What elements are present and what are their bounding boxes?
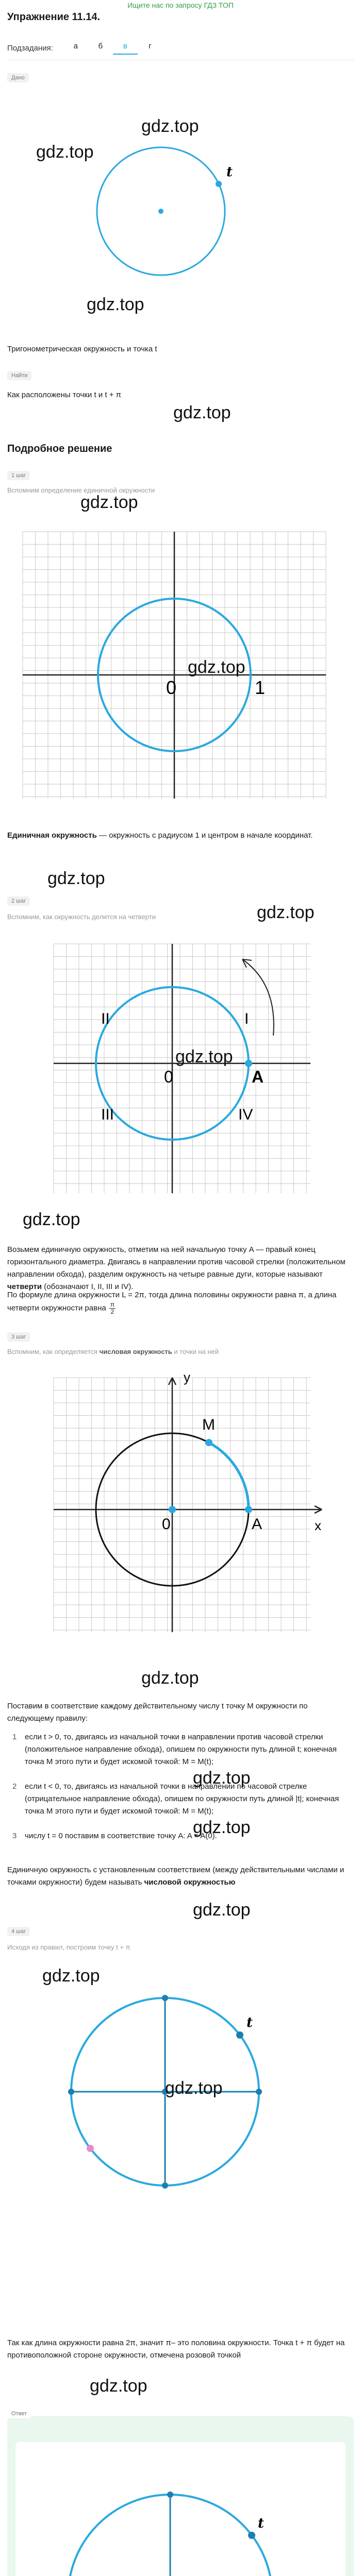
point-t xyxy=(236,2031,243,2039)
point-t xyxy=(248,2532,255,2539)
watermark: gdz.top xyxy=(23,1210,80,1229)
tab-b[interactable]: б xyxy=(98,41,103,50)
step1-badge: 1 шаг xyxy=(7,471,30,480)
question-text: Как расположены точки t и t + π xyxy=(7,391,121,399)
rule-text: числу t = 0 поставим в соответствие точку A: A = A(0). xyxy=(25,1832,217,1840)
answer-figure xyxy=(0,2442,361,2576)
step4-text: Так как длина окружности равна 2π, значит π– это половина окружности. Точка t + π будет на противоположной стороне окружности, отмечена розовой точкой xyxy=(7,2338,345,2360)
tab-v[interactable]: в xyxy=(113,42,138,55)
answer-badge: Ответ xyxy=(7,2409,31,2418)
watermark: gdz.top xyxy=(257,903,315,922)
bullet: 3 xyxy=(12,1832,17,1840)
point-right xyxy=(256,2089,262,2095)
watermark: gdz.top xyxy=(141,116,199,136)
prompt-end: и точки на ней xyxy=(172,1348,219,1355)
center-point xyxy=(158,209,163,214)
step1-figure xyxy=(0,520,361,809)
step4-prompt: Исходя из правил, построим точку t + π xyxy=(7,1943,130,1951)
point-bottom xyxy=(162,2182,168,2189)
subtask-tabs xyxy=(7,40,162,56)
find-badge: Найти xyxy=(7,371,31,380)
point-a xyxy=(245,1506,252,1513)
grid xyxy=(54,944,310,1193)
list-item xyxy=(7,1830,348,1851)
point-top xyxy=(167,2492,173,2498)
definition-rest: — окружность с радиусом 1 и центром в начале координат. xyxy=(96,831,313,840)
watermark: gdz.top xyxy=(36,142,94,162)
solution-title: Подробное решение xyxy=(7,443,112,454)
axis-y-label: y xyxy=(184,1369,190,1385)
term-number-circle: числовой окружностью xyxy=(144,1878,236,1887)
watermark: gdz.top xyxy=(175,1047,233,1066)
p2-text: По формуле длина окружности L = 2π, тогда длина половины окружности равна π, а длина четверти окружности равна xyxy=(7,1291,337,1313)
step1-prompt: Вспомним определение единичной окружности xyxy=(7,486,155,494)
numerator: π xyxy=(110,1301,115,1308)
quadrant-ii: II xyxy=(101,1010,110,1027)
watermark: gdz.top xyxy=(188,657,245,677)
label-t: t xyxy=(247,2015,253,2030)
watermark: gdz.top xyxy=(90,2376,147,2396)
grid xyxy=(54,1378,310,1632)
condition-figure xyxy=(0,82,361,299)
arc-t xyxy=(209,1443,249,1510)
rule-text: если t < 0, то, двигаясь из начальной точки в направлении по часовой стрелке (отрицательное направление обхода), опишем по окружности путь длиной |t|; конечная точка M этого пути и будет искомой точкой: M = M(t); xyxy=(25,1782,339,1816)
step2-prompt: Вспомним, как окружность делится на четверти xyxy=(7,913,156,921)
label-m: M xyxy=(202,1416,215,1433)
watermark: gdz.top xyxy=(87,295,144,314)
bullet: 2 xyxy=(12,1782,17,1791)
watermark: gdz.top xyxy=(42,1966,100,1986)
quadrant-iv: IV xyxy=(238,1106,253,1123)
condition-caption: Тригонометрическая окружность и точка t xyxy=(7,345,157,353)
step3-figure xyxy=(0,1360,361,1649)
step2-paragraph-2 xyxy=(7,1289,348,1315)
point-m xyxy=(205,1439,212,1446)
term-number-circle: числовая окружность xyxy=(99,1348,172,1355)
label-zero: 0 xyxy=(166,677,177,698)
watermark: gdz.top xyxy=(193,1900,251,1920)
term-quarters: четверти xyxy=(7,1282,42,1291)
list-item xyxy=(7,1781,348,1830)
list-item xyxy=(7,1731,348,1781)
watermark: gdz.top xyxy=(165,2078,223,2098)
step2-badge: 2 шаг xyxy=(7,896,30,906)
point-a xyxy=(245,1060,252,1067)
prompt-start: Вспомним, как определяется xyxy=(7,1348,100,1355)
point-t xyxy=(216,181,222,187)
step2-figure xyxy=(0,927,361,1216)
watermark: gdz.top xyxy=(173,403,231,422)
step3-prompt xyxy=(7,1348,219,1355)
step4-figure xyxy=(0,1958,361,2195)
label-t: t xyxy=(258,2516,265,2531)
rules-list xyxy=(7,1731,348,1851)
label-t: t xyxy=(226,164,233,180)
label-zero: 0 xyxy=(162,1516,171,1533)
rule-text: если t > 0, то, двигаясь из начальной точки в направлении против часовой стрелки (положительное направление обхода), опишем по окружности путь длиной t; конечная точка M этого пути и будет искомой точкой: M = M(t); xyxy=(25,1733,337,1766)
quadrant-iii: III xyxy=(101,1106,114,1123)
step3-outro xyxy=(7,1864,348,1889)
watermark: gdz.top xyxy=(80,493,138,512)
center-point xyxy=(169,1506,176,1513)
step4-badge: 4 шаг xyxy=(7,1927,30,1936)
top-search-link[interactable]: Ищите нас по запросу ГДЗ ТОП xyxy=(127,1,234,9)
label-a: A xyxy=(252,1516,262,1533)
term-unit-circle: Единичная окружность xyxy=(7,831,97,840)
outro-text: Единичную окружность с установленным соответствием (между действительными числами и точками окружности) будем называть xyxy=(7,1866,344,1887)
label-a: A xyxy=(252,1067,264,1086)
watermark: gdz.top xyxy=(47,869,105,888)
axis-x-label: x xyxy=(315,1518,321,1533)
subtabs-label: Подзадания: xyxy=(7,43,53,53)
point-t-plus-pi xyxy=(87,2145,94,2152)
fraction-pi-over-2 xyxy=(109,1301,116,1315)
quadrant-i: I xyxy=(244,1010,249,1027)
watermark: gdz.top xyxy=(141,1668,199,1688)
step3-intro: Поставим в соответствие каждому действительному числу t точку M окружности по следующему правилу: xyxy=(7,1702,308,1723)
point-left xyxy=(68,2089,74,2095)
step1-text xyxy=(7,829,348,842)
denominator: 2 xyxy=(110,1308,114,1315)
p1-text: Возьмем единичную окружность, отметим на ней начальную точку A — правый конец горизонтального диаметра. Двигаясь в направлении против часовой стрелки (положительном направлении обхода), разделим окружность на четыре равные дуги, которые называют xyxy=(7,1245,346,1279)
tab-g[interactable]: г xyxy=(149,41,152,50)
page-title: Упражнение 11.14. xyxy=(7,11,101,23)
step3-badge: 3 шаг xyxy=(7,1332,30,1342)
given-badge: Дано xyxy=(7,73,29,82)
label-one: 1 xyxy=(255,677,266,698)
watermark: gdz.top xyxy=(193,1768,251,1788)
tab-a[interactable]: а xyxy=(73,41,78,50)
bullet: 1 xyxy=(12,1733,17,1741)
point-top xyxy=(162,1995,168,2001)
p1-end: (обозначают I, II, III и IV). xyxy=(42,1282,134,1291)
watermark: gdz.top xyxy=(193,1818,251,1837)
label-zero: 0 xyxy=(164,1067,173,1086)
step2-paragraph-1 xyxy=(7,1244,348,1293)
